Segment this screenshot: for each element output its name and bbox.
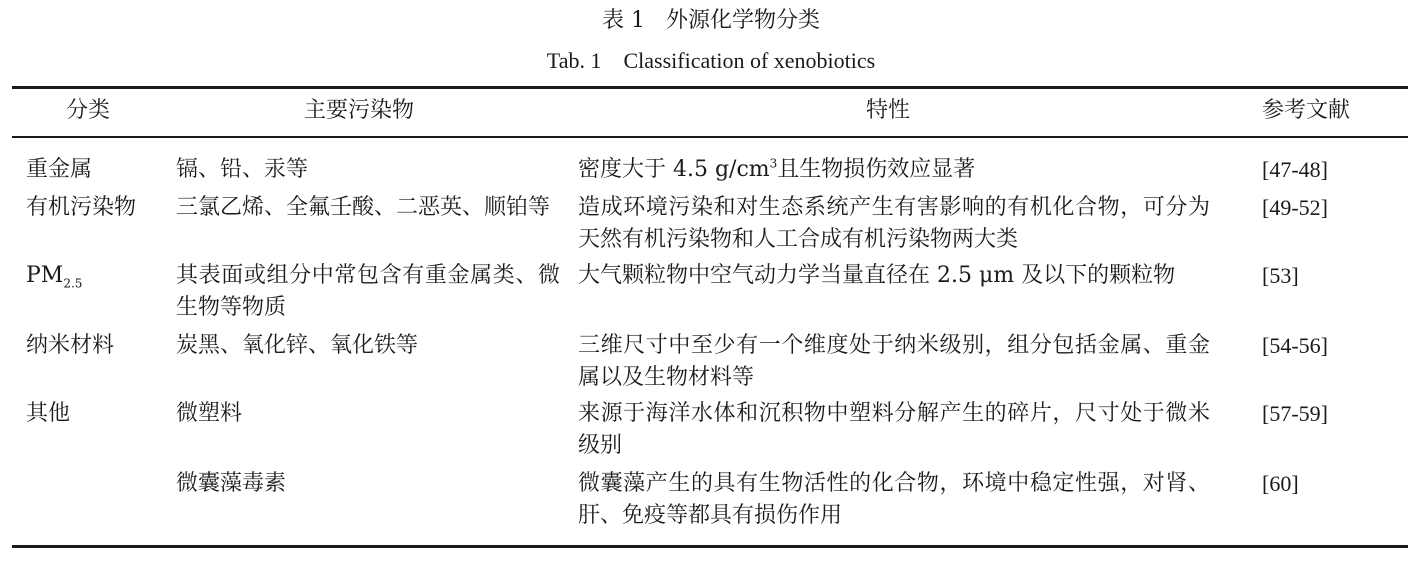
- table-caption-english: Tab. 1 Classification of xenobiotics: [546, 48, 876, 73]
- row-category: 其他: [26, 401, 71, 426]
- row-category: 重金属: [26, 157, 93, 182]
- row-references: [54-56]: [1262, 333, 1328, 358]
- row-pollutants: 其表面或组分中常包含有重金属类、微生物等物质: [176, 263, 560, 320]
- table-header-rule: [12, 136, 1408, 138]
- row-references: [53]: [1262, 263, 1299, 288]
- row-properties: 密度大于 4.5 $g/cm^3$且生物损伤效应显著: [578, 156, 976, 182]
- row-properties: 大气颗粒物中空气动力学当量直径在 2.5 μm 及以下的颗粒物: [578, 263, 1176, 288]
- row-references: [57-59]: [1262, 401, 1328, 426]
- row-category: 有机污染物: [26, 195, 137, 220]
- row-properties: 造成环境污染和对生态系统产生有害影响的有机化合物，可分为天然有机污染物和人工合成有机污染物两大类: [578, 195, 1210, 252]
- row-pollutants: 镉、铅、汞等: [176, 157, 309, 182]
- row-references: [47-48]: [1262, 157, 1328, 182]
- row-pollutants: 炭黑、氧化锌、氧化铁等: [176, 333, 419, 358]
- row-references: [49-52]: [1262, 195, 1328, 220]
- table-top-rule: [12, 86, 1408, 89]
- row-properties: 三维尺寸中至少有一个维度处于纳米级别，组分包括金属、重金属以及生物材料等: [578, 333, 1210, 390]
- row-references: [60]: [1262, 471, 1299, 496]
- column-header-category: 分类: [66, 98, 111, 123]
- column-header-properties: 特性: [866, 98, 911, 123]
- table-caption-chinese: 表 1 外源化学物分类: [602, 8, 820, 33]
- row-properties: 来源于海洋水体和沉积物中塑料分解产生的碎片，尺寸处于微米级别: [578, 401, 1210, 458]
- column-header-references: 参考文献: [1262, 98, 1351, 123]
- row-category: 纳米材料: [26, 333, 115, 358]
- table-bottom-rule: [12, 545, 1408, 548]
- column-header-pollutants: 主要污染物: [304, 98, 415, 123]
- row-properties: 微囊藻产生的具有生物活性的化合物，环境中稳定性强，对肾、肝、免疫等都具有损伤作用: [578, 471, 1210, 528]
- row-pollutants: 微囊藻毒素: [176, 471, 287, 496]
- row-category: $PM_{2.5}$: [26, 263, 83, 291]
- row-pollutants: 三氯乙烯、全氟壬酸、二恶英、顺铂等: [176, 195, 551, 220]
- row-pollutants: 微塑料: [176, 401, 243, 426]
